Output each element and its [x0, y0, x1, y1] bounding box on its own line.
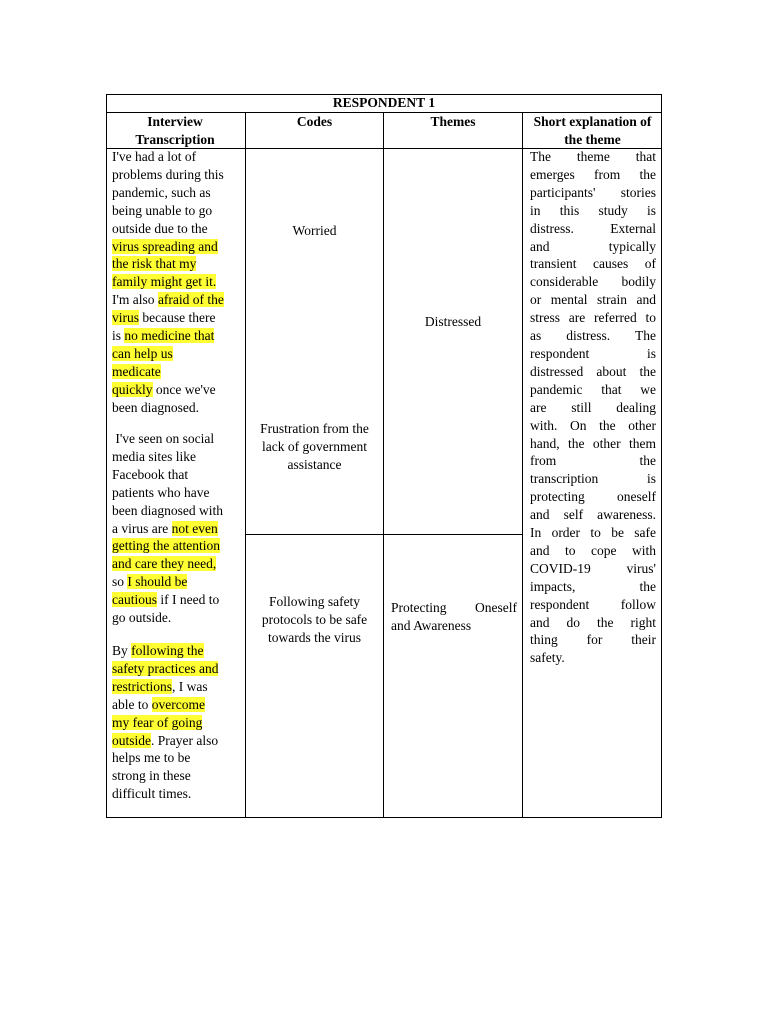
explanation-line: respondent follow: [530, 596, 656, 612]
explanation-line: emerges from the: [530, 166, 656, 182]
explanation-line: distress. External: [530, 220, 656, 236]
text-span: been diagnosed with: [112, 502, 223, 518]
highlighted-text: the risk that my: [112, 256, 197, 272]
theme-line: Protecting Oneself: [391, 600, 517, 615]
transcription-line: [112, 642, 244, 660]
text-span: . Prayer also: [151, 732, 219, 748]
highlighted-text: no medicine that: [124, 328, 215, 344]
explanation-line: stress are referred to: [530, 310, 656, 326]
code-divider: [246, 534, 523, 535]
explanation-line: In order to be safe: [530, 525, 656, 541]
highlighted-text: family might get it.: [112, 274, 217, 290]
explanation-line: are still dealing: [530, 399, 656, 415]
col-divider-3: [522, 112, 523, 818]
text-span: patients who have: [112, 484, 210, 500]
transcription-line: [112, 202, 244, 220]
transcription-line: [112, 537, 244, 555]
explanation-line: safety.: [530, 650, 565, 666]
transcription-line: [112, 609, 244, 627]
explanation-line: impacts, the: [530, 578, 656, 594]
highlighted-text: afraid of the: [157, 292, 224, 308]
explanation-line: thing for their: [530, 632, 656, 648]
highlighted-text: not even: [171, 520, 218, 536]
transcription-line: [112, 399, 244, 417]
text-span: outside due to the: [112, 220, 208, 236]
theme-distressed: Distressed: [424, 314, 482, 329]
text-span: a virus are: [112, 520, 172, 536]
transcription-line: [112, 749, 244, 767]
code-safety: [246, 593, 383, 647]
explanation-line: and do the right: [530, 614, 656, 630]
highlighted-text: my fear of going: [112, 714, 203, 730]
transcription-line: [112, 291, 244, 309]
text-span: I've had a lot of: [112, 149, 197, 164]
explanation-line: as distress. The: [530, 328, 656, 344]
explanation-line: and to cope with: [530, 542, 656, 558]
table-title: RESPONDENT 1: [332, 95, 436, 110]
transcription-line: [112, 660, 244, 678]
transcription-paragraph-1: [112, 148, 244, 417]
code-line: towards the virus: [268, 629, 361, 645]
code-line: Frustration from the: [260, 421, 369, 436]
transcription-line: [112, 381, 244, 399]
explanation-line: considerable bodily: [530, 274, 656, 290]
text-span: problems during this: [112, 166, 224, 182]
text-span: been diagnosed.: [112, 399, 199, 415]
transcription-line: [112, 448, 244, 466]
highlighted-text: safety practices and: [112, 660, 219, 676]
transcription-paragraph-3: [112, 642, 244, 803]
transcription-line: [112, 345, 244, 363]
explanation-line: COVID-19 virus': [530, 560, 656, 576]
explanation-line: The theme that: [530, 149, 656, 164]
header-themes: Themes: [430, 114, 476, 129]
text-span: By: [112, 643, 132, 658]
code-line: lack of government: [262, 438, 367, 454]
explanation-line: in this study is: [530, 202, 656, 218]
text-span: media sites like: [112, 448, 196, 464]
transcription-line: [112, 520, 244, 538]
explanation-line: pandemic that we: [530, 381, 656, 397]
transcription-line: [112, 148, 244, 166]
highlighted-text: outside: [112, 732, 151, 748]
theme-explanation: [530, 148, 656, 667]
text-span: helps me to be: [112, 750, 191, 766]
highlighted-text: quickly: [112, 381, 153, 397]
highlighted-text: overcome: [151, 696, 205, 712]
text-span: once we've: [152, 381, 216, 397]
explanation-line: protecting oneself: [530, 489, 656, 505]
transcription-line: [112, 309, 244, 327]
transcription-line: [112, 327, 244, 345]
transcription-line: [112, 484, 244, 502]
explanation-line: transcription is: [530, 471, 656, 487]
text-span: I'm also: [112, 292, 158, 308]
highlighted-text: getting the attention: [112, 538, 220, 554]
explanation-line: from the: [530, 453, 656, 469]
explanation-line: with. On the other: [530, 417, 656, 433]
highlighted-text: restrictions: [112, 678, 172, 694]
highlighted-text: and care they need,: [112, 556, 217, 572]
text-span: Facebook that: [112, 466, 189, 482]
transcription-line: [112, 573, 244, 591]
transcription-line: [112, 767, 244, 785]
code-line: protocols to be safe: [261, 611, 368, 627]
explanation-line: or mental strain and: [530, 292, 656, 308]
highlighted-text: virus: [112, 310, 139, 326]
col-divider-2: [383, 112, 384, 818]
transcription-line: [112, 363, 244, 381]
transcription-line: [112, 732, 244, 750]
highlighted-text: medicate: [112, 363, 161, 379]
highlighted-text: virus spreading and: [112, 238, 218, 254]
code-worried: Worried: [292, 223, 337, 238]
transcription-line: [112, 502, 244, 520]
text-span: pandemic, such as: [112, 184, 211, 200]
transcription-line: [112, 238, 244, 256]
transcription-line: [112, 785, 244, 803]
explanation-line: and self awareness.: [530, 507, 656, 523]
theme-protecting: [391, 599, 517, 635]
transcription-line: [112, 255, 244, 273]
explanation-line: and typically: [530, 238, 656, 254]
code-frustration: [246, 420, 383, 474]
transcription-line: [112, 591, 244, 609]
text-span: strong in these: [112, 768, 191, 784]
highlighted-text: cautious: [112, 592, 157, 608]
text-span: difficult times.: [112, 786, 192, 802]
transcription-line: [112, 166, 244, 184]
transcription-line: [112, 184, 244, 202]
text-span: go outside.: [112, 610, 172, 626]
transcription-line: [112, 555, 244, 573]
explanation-line: transient causes of: [530, 256, 656, 272]
header-transcription: Interview Transcription: [135, 114, 215, 147]
transcription-line: [112, 466, 244, 484]
transcription-line: [112, 220, 244, 238]
text-span: because there: [139, 310, 216, 326]
transcription-paragraph-2: [112, 430, 244, 627]
explanation-line: hand, the other them: [530, 435, 656, 451]
explanation-line: respondent is: [530, 345, 656, 361]
code-line: Following safety: [268, 594, 361, 609]
text-span: I've seen on social: [112, 431, 215, 446]
explanation-line: participants' stories: [530, 184, 656, 200]
transcription-line: [112, 273, 244, 291]
text-span: if I need to: [157, 592, 220, 608]
explanation-line: distressed about the: [530, 363, 656, 379]
text-span: so: [112, 574, 128, 590]
header-explanation: Short explanation of the theme: [533, 114, 652, 147]
text-span: being unable to go: [112, 202, 213, 218]
text-span: , I was: [172, 678, 208, 694]
highlighted-text: following the: [131, 643, 204, 658]
highlighted-text: I should be: [127, 574, 188, 590]
transcription-line: [112, 678, 244, 696]
transcription-line: [112, 696, 244, 714]
header-codes: Codes: [296, 114, 333, 129]
code-line: assistance: [287, 456, 342, 472]
transcription-line: [112, 430, 244, 448]
theme-line: and Awareness: [391, 617, 472, 633]
highlighted-text: can help us: [112, 345, 173, 361]
transcription-line: [112, 714, 244, 732]
text-span: is: [112, 328, 125, 344]
text-span: able to: [112, 696, 152, 712]
